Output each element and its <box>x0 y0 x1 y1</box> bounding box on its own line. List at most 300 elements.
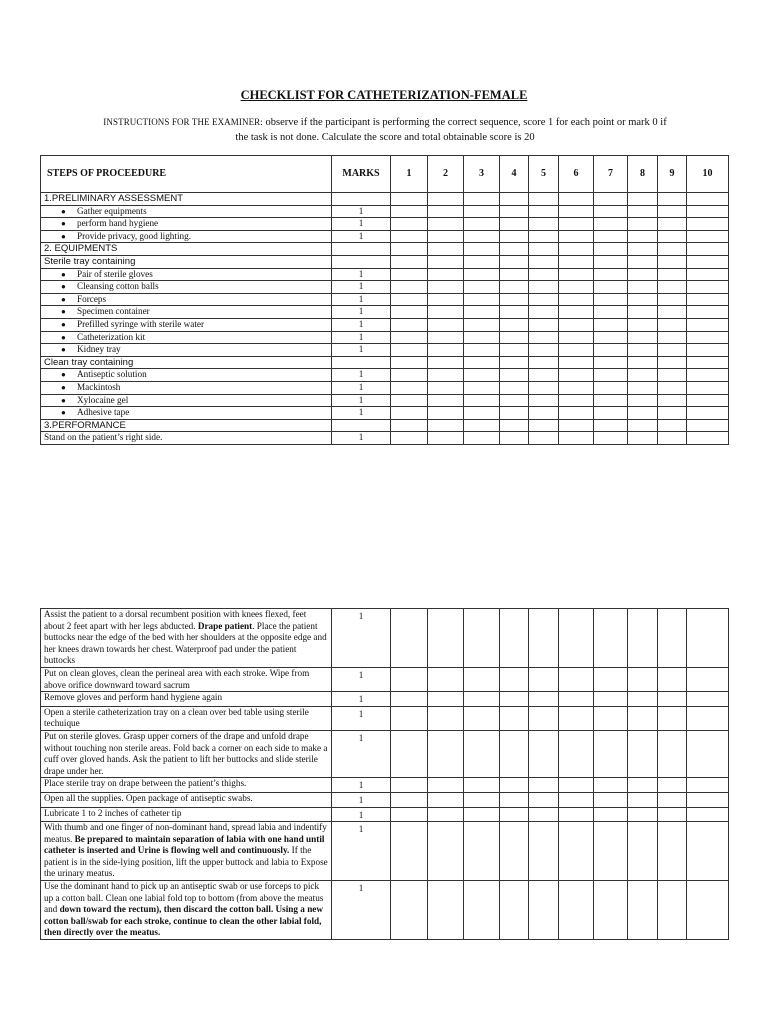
score-cell <box>658 792 687 807</box>
score-cell <box>428 344 464 357</box>
score-cell <box>428 692 464 707</box>
table-row <box>41 419 729 432</box>
score-cell <box>500 205 529 218</box>
score-cell <box>594 281 628 294</box>
mark-value <box>332 193 391 206</box>
score-cell <box>687 609 729 668</box>
score-cell <box>559 730 594 777</box>
score-cell <box>391 381 428 394</box>
score-cell <box>628 407 658 420</box>
score-cell <box>628 667 658 691</box>
score-cell <box>559 205 594 218</box>
score-cell <box>391 318 428 331</box>
score-cell <box>594 381 628 394</box>
score-cell <box>428 407 464 420</box>
mark-value: 1 <box>332 706 391 730</box>
score-cell <box>658 706 687 730</box>
mark-value: 1 <box>332 381 391 394</box>
score-cell <box>658 356 687 369</box>
col-header: 10 <box>687 156 729 193</box>
score-cell <box>628 281 658 294</box>
score-cell <box>529 419 559 432</box>
score-cell <box>464 243 500 256</box>
score-cell <box>529 730 559 777</box>
score-cell <box>500 218 529 231</box>
score-cell <box>559 407 594 420</box>
table-row <box>41 218 729 231</box>
score-cell <box>500 706 529 730</box>
col-header: 8 <box>628 156 658 193</box>
score-cell <box>529 881 559 940</box>
table-row <box>41 407 729 420</box>
score-cell <box>500 243 529 256</box>
score-cell <box>559 318 594 331</box>
table-row <box>41 306 729 319</box>
score-cell <box>687 331 729 344</box>
score-cell <box>594 706 628 730</box>
score-cell <box>628 230 658 243</box>
step-text: With thumb and one finger of non-dominant hand, spread labia and indentify meatus. <box>44 822 327 844</box>
score-cell <box>391 807 428 822</box>
mark-value: 1 <box>332 881 391 940</box>
score-cell <box>628 369 658 382</box>
score-cell <box>628 306 658 319</box>
step-text: Cleansing cotton balls <box>77 281 159 292</box>
score-cell <box>687 667 729 691</box>
step-item <box>41 331 332 344</box>
score-cell <box>464 318 500 331</box>
score-cell <box>559 369 594 382</box>
step-text: 1.PRELIMINARY ASSESSMENT <box>44 193 184 204</box>
score-cell <box>529 281 559 294</box>
score-cell <box>391 881 428 940</box>
score-cell <box>428 432 464 445</box>
score-cell <box>391 432 428 445</box>
score-cell <box>500 407 529 420</box>
score-cell <box>594 609 628 668</box>
score-cell <box>529 356 559 369</box>
score-cell <box>594 293 628 306</box>
step-item <box>41 407 332 420</box>
score-cell <box>529 778 559 793</box>
score-cell <box>529 255 559 268</box>
step-text: Open all the supplies. Open package of antiseptic swabs. <box>44 792 253 803</box>
step-item <box>41 730 332 777</box>
score-cell <box>687 318 729 331</box>
score-cell <box>559 792 594 807</box>
bullet-icon: ● <box>61 382 66 392</box>
score-cell <box>500 281 529 294</box>
score-cell <box>529 394 559 407</box>
score-cell <box>428 807 464 822</box>
score-cell <box>428 730 464 777</box>
section-heading <box>41 356 332 369</box>
score-cell <box>529 218 559 231</box>
score-cell <box>594 356 628 369</box>
col-header: 6 <box>559 156 594 193</box>
score-cell <box>594 230 628 243</box>
score-cell <box>594 730 628 777</box>
step-text: Catheterization kit <box>77 331 146 342</box>
score-cell <box>529 293 559 306</box>
step-text: Adhesive tape <box>77 407 130 418</box>
table-row <box>41 331 729 344</box>
table-row <box>41 692 729 707</box>
score-cell <box>428 306 464 319</box>
score-cell <box>594 344 628 357</box>
score-cell <box>594 369 628 382</box>
score-cell <box>559 268 594 281</box>
step-item <box>41 432 332 445</box>
score-cell <box>391 706 428 730</box>
score-cell <box>391 822 428 881</box>
score-cell <box>658 344 687 357</box>
score-cell <box>594 255 628 268</box>
score-cell <box>428 318 464 331</box>
step-text: Open a sterile catheterization tray on a clean over bed table using sterile techuique <box>44 706 309 729</box>
score-cell <box>391 306 428 319</box>
score-cell <box>529 306 559 319</box>
bullet-icon: ● <box>61 345 66 355</box>
score-cell <box>391 243 428 256</box>
step-text: Put on clean gloves, clean the perineal area with each stroke. Wipe from above orifice downward toward sacrum <box>44 667 310 690</box>
score-cell <box>464 778 500 793</box>
score-cell <box>428 667 464 691</box>
mark-value: 1 <box>332 667 391 691</box>
mark-value: 1 <box>332 205 391 218</box>
step-item <box>41 306 332 319</box>
score-cell <box>391 778 428 793</box>
score-cell <box>658 822 687 881</box>
score-cell <box>500 268 529 281</box>
step-item <box>41 230 332 243</box>
score-cell <box>594 331 628 344</box>
score-cell <box>658 318 687 331</box>
score-cell <box>559 432 594 445</box>
score-cell <box>464 293 500 306</box>
score-cell <box>658 394 687 407</box>
step-text: Prefilled syringe with sterile water <box>77 318 205 329</box>
score-cell <box>687 243 729 256</box>
score-cell <box>529 318 559 331</box>
score-cell <box>428 268 464 281</box>
score-cell <box>391 268 428 281</box>
bullet-icon: ● <box>61 219 66 229</box>
score-cell <box>628 394 658 407</box>
score-cell <box>687 344 729 357</box>
score-cell <box>687 881 729 940</box>
step-text: Be prepared to maintain separation of labia with one hand until catheter is inserted and Urine is flowing well and continuously. <box>44 833 325 856</box>
step-item <box>41 218 332 231</box>
bullet-icon: ● <box>61 282 66 292</box>
score-cell <box>594 692 628 707</box>
table-row <box>41 706 729 730</box>
score-cell <box>594 407 628 420</box>
bullet-icon: ● <box>61 307 66 317</box>
score-cell <box>428 230 464 243</box>
col-header: 2 <box>428 156 464 193</box>
section-heading <box>41 243 332 256</box>
score-cell <box>658 193 687 206</box>
score-cell <box>687 281 729 294</box>
score-cell <box>687 822 729 881</box>
step-text: . Place the patient buttocks near the edge of the bed with her shoulders at the opposite edge and her knees drawn towards her chest. Waterproof pad under the patient buttocks <box>44 620 327 666</box>
score-cell <box>687 193 729 206</box>
score-cell <box>529 243 559 256</box>
mark-value: 1 <box>332 344 391 357</box>
mark-value <box>332 419 391 432</box>
score-cell <box>464 807 500 822</box>
col-header: 5 <box>529 156 559 193</box>
score-cell <box>500 822 529 881</box>
score-cell <box>658 667 687 691</box>
score-cell <box>428 419 464 432</box>
score-cell <box>658 407 687 420</box>
table-row <box>41 667 729 691</box>
score-cell <box>687 432 729 445</box>
score-cell <box>464 394 500 407</box>
score-cell <box>391 407 428 420</box>
step-item <box>41 394 332 407</box>
score-cell <box>658 881 687 940</box>
score-cell <box>500 609 529 668</box>
score-cell <box>559 193 594 206</box>
score-cell <box>559 881 594 940</box>
score-cell <box>628 344 658 357</box>
step-item <box>41 318 332 331</box>
score-cell <box>658 293 687 306</box>
score-cell <box>464 255 500 268</box>
step-text: Put on sterile gloves. Grasp upper corners of the drape and unfold drape without touching non sterile areas. Fold back a corner on each side to make a cuff over gloved hands. Ask the patient to lift her buttocks and slide sterile drape under her. <box>44 730 328 776</box>
step-text: Pair of sterile gloves <box>77 268 153 279</box>
step-item <box>41 792 332 807</box>
score-cell <box>500 667 529 691</box>
score-cell <box>529 692 559 707</box>
table-row <box>41 792 729 807</box>
step-item <box>41 807 332 822</box>
score-cell <box>628 193 658 206</box>
step-item <box>41 822 332 881</box>
score-cell <box>428 792 464 807</box>
score-cell <box>464 419 500 432</box>
step-item <box>41 692 332 707</box>
score-cell <box>658 432 687 445</box>
score-cell <box>464 792 500 807</box>
step-item <box>41 667 332 691</box>
score-cell <box>391 419 428 432</box>
instructions <box>60 115 710 145</box>
score-cell <box>500 193 529 206</box>
score-cell <box>500 369 529 382</box>
score-cell <box>500 778 529 793</box>
col-header: 1 <box>391 156 428 193</box>
score-cell <box>428 193 464 206</box>
step-text: Sterile tray containing <box>44 255 136 267</box>
score-cell <box>594 205 628 218</box>
mark-value: 1 <box>332 792 391 807</box>
score-cell <box>559 778 594 793</box>
table-row <box>41 369 729 382</box>
step-text: Place sterile tray on drape between the patient’s thighs. <box>44 778 247 789</box>
mark-value: 1 <box>332 318 391 331</box>
score-cell <box>559 306 594 319</box>
score-cell <box>594 318 628 331</box>
score-cell <box>428 881 464 940</box>
mark-value: 1 <box>332 692 391 707</box>
table-row <box>41 381 729 394</box>
step-text: Drape patient <box>197 620 253 631</box>
score-cell <box>687 407 729 420</box>
score-cell <box>391 344 428 357</box>
bullet-icon: ● <box>61 319 66 329</box>
score-cell <box>500 293 529 306</box>
score-cell <box>464 432 500 445</box>
step-item <box>41 205 332 218</box>
section-heading <box>41 419 332 432</box>
score-cell <box>464 356 500 369</box>
score-cell <box>464 692 500 707</box>
col-header: 9 <box>658 156 687 193</box>
bullet-icon: ● <box>61 206 66 216</box>
score-cell <box>391 331 428 344</box>
score-cell <box>500 730 529 777</box>
score-cell <box>391 193 428 206</box>
mark-value: 1 <box>332 432 391 445</box>
score-cell <box>687 730 729 777</box>
score-cell <box>428 778 464 793</box>
step-item <box>41 881 332 940</box>
score-cell <box>500 381 529 394</box>
score-cell <box>529 407 559 420</box>
mark-value: 1 <box>332 230 391 243</box>
score-cell <box>628 432 658 445</box>
table-row <box>41 205 729 218</box>
score-cell <box>529 268 559 281</box>
step-text: Clean tray containing <box>44 356 134 368</box>
score-cell <box>391 218 428 231</box>
score-cell <box>500 255 529 268</box>
score-cell <box>529 609 559 668</box>
table-row <box>41 778 729 793</box>
bullet-icon: ● <box>61 370 66 380</box>
score-cell <box>428 331 464 344</box>
score-cell <box>464 881 500 940</box>
section-heading <box>41 255 332 268</box>
score-cell <box>687 255 729 268</box>
score-cell <box>529 230 559 243</box>
step-text: Use the dominant hand to pick up an antiseptic swab or use forceps to pick up a cotton ball. Clean one labial fold top to bottom (from above the meatus and <box>44 881 324 915</box>
mark-value: 1 <box>332 609 391 668</box>
score-cell <box>658 281 687 294</box>
score-cell <box>687 230 729 243</box>
score-cell <box>628 807 658 822</box>
score-cell <box>628 205 658 218</box>
score-cell <box>559 667 594 691</box>
score-cell <box>529 205 559 218</box>
score-cell <box>428 381 464 394</box>
score-cell <box>594 193 628 206</box>
score-cell <box>594 807 628 822</box>
score-cell <box>391 792 428 807</box>
mark-value: 1 <box>332 369 391 382</box>
score-cell <box>687 807 729 822</box>
score-cell <box>529 381 559 394</box>
score-cell <box>559 218 594 231</box>
score-cell <box>594 394 628 407</box>
score-cell <box>428 255 464 268</box>
score-cell <box>464 331 500 344</box>
score-cell <box>391 730 428 777</box>
mark-value <box>332 356 391 369</box>
bullet-icon: ● <box>61 332 66 342</box>
score-cell <box>687 306 729 319</box>
score-cell <box>559 281 594 294</box>
instructions-line2: the task is not done. Calculate the score and total obtainable score is 20 <box>235 132 535 143</box>
table-row <box>41 230 729 243</box>
score-cell <box>594 419 628 432</box>
mark-value: 1 <box>332 281 391 294</box>
score-cell <box>628 881 658 940</box>
table-row <box>41 243 729 256</box>
score-cell <box>391 281 428 294</box>
score-cell <box>529 432 559 445</box>
step-text: down toward the rectum), then discard the cotton ball. Using a new cotton ball/swab for each stroke, continue to clean the other labial fold, then directly over the meatus. <box>44 904 324 938</box>
score-cell <box>594 243 628 256</box>
score-cell <box>687 792 729 807</box>
mark-value: 1 <box>332 730 391 777</box>
score-cell <box>428 706 464 730</box>
step-text: 2. EQUIPMENTS <box>44 243 118 255</box>
score-cell <box>658 218 687 231</box>
step-text: Gather equipments <box>77 205 147 216</box>
score-cell <box>464 667 500 691</box>
score-cell <box>391 356 428 369</box>
score-cell <box>500 344 529 357</box>
score-cell <box>559 609 594 668</box>
score-cell <box>559 807 594 822</box>
score-cell <box>687 419 729 432</box>
score-cell <box>687 218 729 231</box>
step-text: Assist the patient to a dorsal recumbent position with knees flexed, feet about 2 feet apart with her legs abducted. <box>44 609 307 631</box>
score-cell <box>428 293 464 306</box>
score-cell <box>628 268 658 281</box>
score-cell <box>687 692 729 707</box>
score-cell <box>594 792 628 807</box>
table-row <box>41 193 729 206</box>
step-text: Specimen container <box>77 306 150 317</box>
score-cell <box>500 230 529 243</box>
score-cell <box>687 205 729 218</box>
score-cell <box>529 822 559 881</box>
mark-value: 1 <box>332 218 391 231</box>
bullet-icon: ● <box>61 395 66 405</box>
score-cell <box>658 369 687 382</box>
table-row <box>41 807 729 822</box>
score-cell <box>658 331 687 344</box>
score-cell <box>559 243 594 256</box>
step-text: Remove gloves and perform hand hygiene again <box>44 692 223 703</box>
mark-value <box>332 243 391 256</box>
score-cell <box>500 692 529 707</box>
step-text: Kidney tray <box>77 344 121 355</box>
score-cell <box>628 356 658 369</box>
score-cell <box>391 205 428 218</box>
mark-value: 1 <box>332 268 391 281</box>
step-text: Mackintosh <box>77 381 121 392</box>
score-cell <box>391 692 428 707</box>
score-cell <box>428 243 464 256</box>
col-header: 4 <box>500 156 529 193</box>
